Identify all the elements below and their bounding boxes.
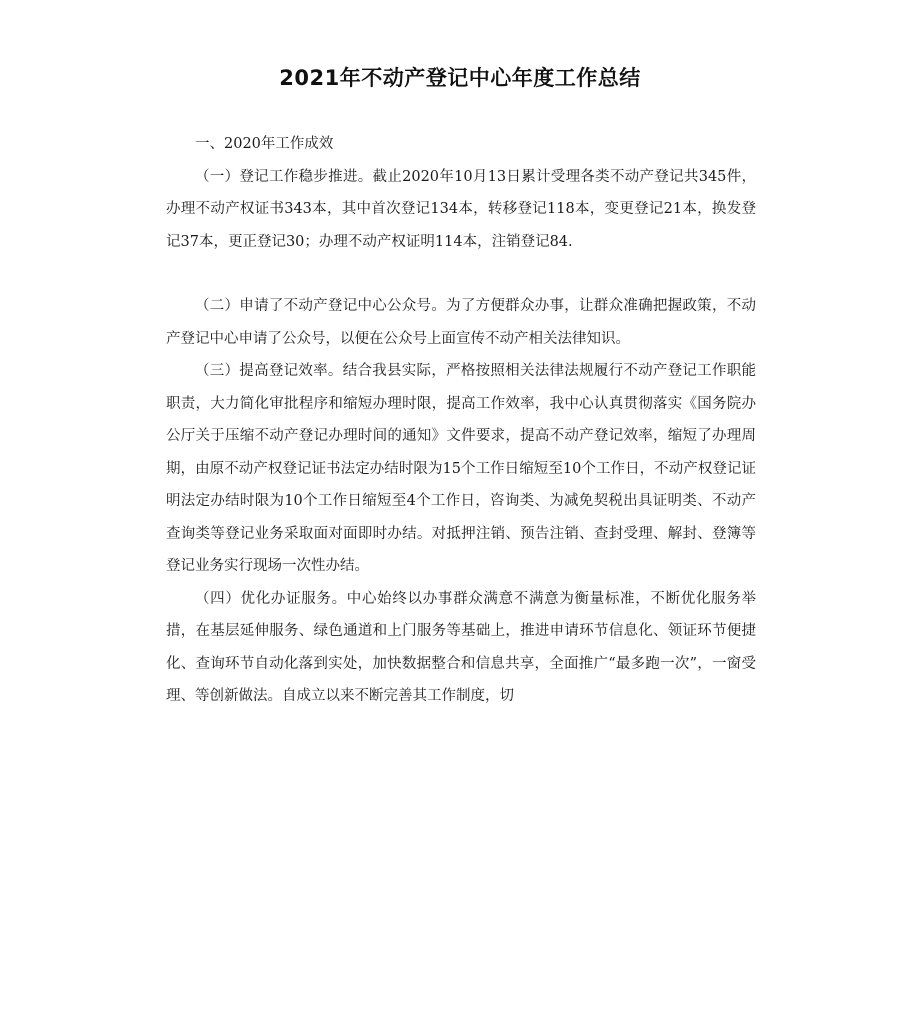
paragraph-service-optimization: （四）优化办证服务。中心始终以办事群众满意不满意为衡量标准，不断优化服务举措，在基层延伸服务、绿色通道和上门服务等基础上，推进申请环节信息化、领证环节便捷化、查询环节自动化落到实处，加快数据整合和信息共享，全面推广“最多跑一次”，一窗受理、等创新做法。自成立以来不断完善其工作制度，切 [166,590,756,704]
document-title: 2021年不动产登记中心年度工作总结 [279,66,641,90]
section-heading: 一、2020年工作成效 [195,136,334,152]
paragraph-efficiency: （三）提高登记效率。结合我县实际，严格按照相关法律法规履行不动产登记工作职能职责，大力简化审批程序和缩短办理时限，提高工作效率，我中心认真贯彻落实《国务院办公厅关于压缩不动产登记办理时间的通知》文件要求，提高不动产登记效率，缩短了办理周期，由原不动产权登记证书法定办结时限为15个工作日缩短至10个工作日，不动产权登记证明法定办结时限为10个工作日缩短至4个工作日，咨询类、为减免契税出具证明类、不动产查询类等登记业务采取面对面即时办结。对抵押注销、预告注销、查封受理、解封、登簿等登记业务实行现场一次性办结。 [166,363,756,574]
document-body [166,128,756,713]
paragraph-spacer [166,258,756,290]
paragraph-registration-progress: （一）登记工作稳步推进。截止2020年10月13日累计受理各类不动产登记共345件，办理不动产权证书343本，其中首次登记134本，转移登记118本，变更登记21本，换发登记37本，更正登记30；办理不动产权证明114本，注销登记84. [166,168,756,250]
paragraph-public-account: （二）申请了不动产登记中心公众号。为了方便群众办事，让群众准确把握政策，不动产登记中心申请了公众号，以便在公众号上面宣传不动产相关法律知识。 [166,298,756,347]
